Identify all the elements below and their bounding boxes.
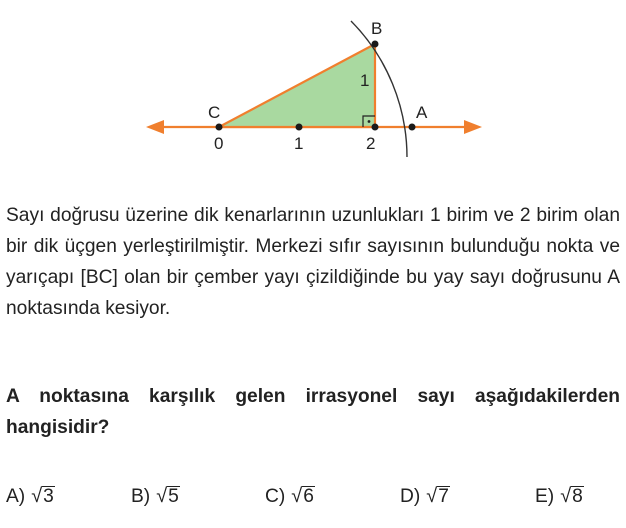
problem-text: Sayı doğrusu üzerine dik kenarlarının uzunlukları 1 birim ve 2 birim olan bir dik üçgen yerleştirilmiştir. Merkezi sıfır sayısının bulunduğu nokta ve yarıçapı [BC] olan bir çember yayı çizildiğinde bu yay sayı doğrusunu A noktasında kesiyor. (6, 205, 620, 319)
question-text: A noktasına karşılık gelen irrasyonel sayı aşağıdakilerden hangisidir? (6, 386, 620, 438)
radicand: 8 (572, 486, 583, 507)
label-a: A (416, 103, 428, 122)
number-line-right-arrow (464, 120, 482, 134)
sqrt-3-expression (31, 486, 55, 507)
radicand: 7 (438, 486, 449, 507)
tick-label-0: 0 (214, 134, 224, 153)
tick-label-1: 1 (294, 134, 304, 153)
right-triangle (219, 44, 375, 127)
number-line-left-arrow (146, 120, 164, 134)
radical-sign: √ (426, 485, 438, 507)
radical-sign: √ (560, 485, 572, 507)
radical-sign: √ (156, 485, 168, 507)
tick-1-dot (296, 124, 303, 131)
choice-a[interactable] (6, 486, 55, 508)
label-c: C (208, 103, 221, 122)
point-b-dot (372, 41, 379, 48)
choice-a-letter: A) (6, 486, 26, 507)
choice-e[interactable] (535, 486, 584, 508)
sqrt-6-expression (291, 486, 315, 507)
radicand: 3 (43, 486, 54, 507)
point-2-dot (372, 124, 379, 131)
choice-e-letter: E) (535, 486, 555, 507)
label-b: B (371, 19, 383, 38)
radicand: 6 (303, 486, 314, 507)
choice-d[interactable] (400, 486, 450, 508)
question-prompt (6, 381, 620, 443)
choice-c-letter: C) (265, 486, 286, 507)
sqrt-8-expression (560, 486, 584, 507)
sqrt-5-expression (156, 486, 180, 507)
point-c-dot (216, 124, 223, 131)
label-side-1: 1 (360, 71, 370, 90)
choice-d-letter: D) (400, 486, 421, 507)
tick-label-2: 2 (366, 134, 376, 153)
sqrt-7-expression (426, 486, 450, 507)
number-line-figure (0, 0, 626, 170)
choice-c[interactable] (265, 486, 315, 508)
radical-sign: √ (291, 485, 303, 507)
problem-statement (6, 200, 620, 324)
right-angle-dot (368, 120, 371, 123)
choice-b[interactable] (131, 486, 180, 508)
choice-b-letter: B) (131, 486, 151, 507)
radical-sign: √ (31, 485, 43, 507)
answer-choices (6, 486, 620, 520)
radicand: 5 (168, 486, 179, 507)
point-a-dot (409, 124, 416, 131)
